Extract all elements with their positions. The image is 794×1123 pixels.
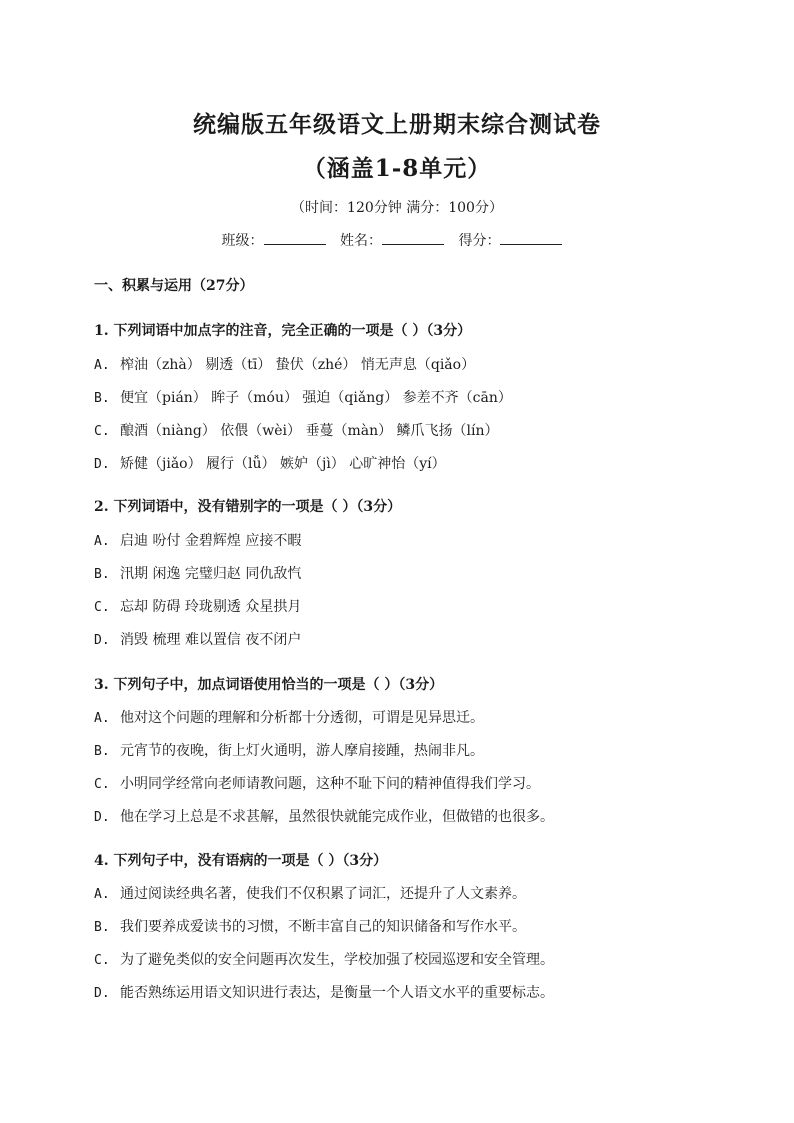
option-text: 汛期 闲逸 完璧归赵 同仇敌忾 [120,566,302,582]
score-label: 得分： [458,233,501,249]
question-1-option-d [94,453,446,473]
exam-subtitle: （涵盖1-8单元） [302,155,492,182]
option-text: 他在学习上总是不求甚解，虽然很快就能完成作业，但做错的也很多。 [120,809,554,825]
option-letter: C. [94,600,110,615]
option-text: 酿酒（niàng） 依偎（wèi） 垂蔓（màn） 鳞爪飞扬（lín） [120,423,499,439]
option-text: 为了避免类似的安全问题再次发生，学校加强了校园巡逻和安全管理。 [120,952,554,968]
option-letter: A. [94,358,110,373]
question-4-title: 4. 下列句子中，没有语病的一项是（ ）（3分） [94,853,388,869]
option-text: 榨油（zhà） 剔透（tī） 蛰伏（zhé） 悄无声息（qiǎo） [120,357,476,373]
option-letter: A. [94,711,110,726]
option-letter: D. [94,633,110,648]
question-4-option-d [94,982,554,1002]
question-3-option-b [94,740,484,760]
section-heading: 一、积累与运用（27分） [94,278,254,294]
class-label: 班级： [221,233,264,249]
name-label: 姓名： [340,233,382,249]
question-4-option-b [94,916,526,936]
option-text: 矫健（jiǎo） 履行（lǚ） 嫉妒（jì） 心旷神怡（yí） [120,456,446,472]
exam-title: 统编版五年级语文上册期末综合测试卷 [193,111,601,138]
option-letter: D. [94,810,110,825]
question-2-option-b [94,563,301,583]
question-3-option-a [94,707,484,727]
question-2-option-a [94,530,301,550]
option-text: 小明同学经常向老师请教问题，这种不耻下问的精神值得我们学习。 [120,776,540,792]
option-letter: C. [94,953,110,968]
option-text: 能否熟练运用语文知识进行表达，是衡量一个人语文水平的重要标志。 [120,985,554,1001]
question-2-option-c [94,596,301,616]
question-2-option-d [94,629,301,649]
question-1-title: 1. 下列词语中加点字的注音，完全正确的一项是（ ）（3分） [94,323,472,339]
option-text: 便宜（pián） 眸子（móu） 强迫（qiǎng） 参差不齐（cān） [120,390,512,406]
class-blank[interactable] [264,232,326,245]
question-1-option-b [94,387,512,407]
option-text: 消毁 梳理 难以置信 夜不闭户 [120,632,302,648]
option-text: 忘却 防碍 玲珑剔透 众星拱月 [120,599,302,615]
option-letter: D. [94,986,110,1001]
option-letter: C. [94,424,110,439]
name-blank[interactable] [382,232,444,245]
question-2-title: 2. 下列词语中，没有错别字的一项是（ ）（3分） [94,499,402,515]
score-blank[interactable] [500,232,562,245]
student-info-row [0,230,794,250]
question-4-option-c [94,949,554,969]
option-letter: D. [94,457,110,472]
option-letter: A. [94,887,110,902]
question-3-option-d [94,806,554,826]
time-info: （时间：120分钟 满分：100分） [291,200,503,216]
option-letter: B. [94,920,110,935]
option-text: 启迪 吩付 金碧辉煌 应接不暇 [120,533,302,549]
question-1-option-a [94,354,475,374]
option-text: 通过阅读经典名著，使我们不仅积累了词汇，还提升了人文素养。 [120,886,526,902]
option-letter: C. [94,777,110,792]
option-text: 元宵节的夜晚，街上灯火通明，游人摩肩接踵，热闹非凡。 [120,743,484,759]
option-letter: B. [94,744,110,759]
question-3-title: 3. 下列句子中，加点词语使用恰当的一项是（ ）（3分） [94,677,444,693]
question-1-option-c [94,420,499,440]
option-letter: B. [94,391,110,406]
question-4-option-a [94,883,526,903]
option-text: 我们要养成爱读书的习惯，不断丰富自己的知识储备和写作水平。 [120,919,526,935]
option-letter: B. [94,567,110,582]
question-3-option-c [94,773,540,793]
option-letter: A. [94,534,110,549]
option-text: 他对这个问题的理解和分析都十分透彻，可谓是见异思迁。 [120,710,484,726]
